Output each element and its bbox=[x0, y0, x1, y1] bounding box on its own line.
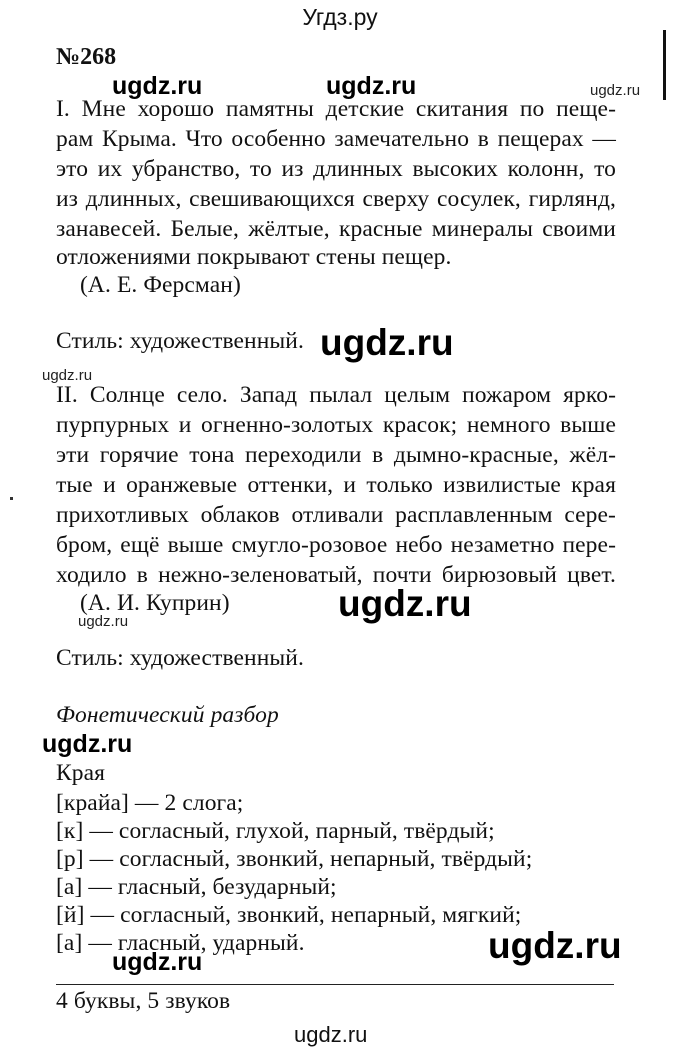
watermark: ugdz.ru bbox=[320, 322, 454, 363]
text1-line: занавесей. Белые, жёлтые, красные минералы своими bbox=[56, 216, 616, 242]
text2-line: тые и оранжевые оттенки, и только извилистые края bbox=[56, 472, 616, 498]
text2-style: Стиль: художественный. bbox=[56, 645, 304, 671]
text2-author: (А. И. Куприн) bbox=[80, 590, 230, 616]
watermark: ugdz.ru bbox=[488, 925, 622, 966]
margin-bar bbox=[663, 30, 666, 100]
text1-line: это их убранство, то из длинных высоких колонн, то bbox=[56, 156, 616, 182]
phonetic-line: [р] — согласный, звонкий, непарный, твёрдый; bbox=[56, 846, 533, 872]
phonetic-title: Фонетический разбор bbox=[56, 702, 279, 728]
text2-line: II. Солнце село. Запад пылал целым пожаром ярко- bbox=[56, 382, 616, 408]
phonetic-line: [к] — согласный, глухой, парный, твёрдый; bbox=[56, 818, 495, 844]
watermark: ugdz.ru bbox=[78, 613, 129, 630]
text1-style: Стиль: художественный. bbox=[56, 328, 304, 354]
text2-line: пурпурных и огненно-золотых красок; немного выше bbox=[56, 412, 616, 438]
margin-dot bbox=[10, 497, 13, 500]
watermark: ugdz.ru bbox=[112, 948, 203, 976]
divider-rule bbox=[56, 984, 614, 985]
text1-author: (А. Е. Ферсман) bbox=[80, 272, 241, 298]
watermark: ugdz.ru bbox=[338, 583, 472, 624]
site-header: Угдз.ру bbox=[302, 4, 378, 30]
text2-line: бром, ещё выше смугло-розовое небо незаметно пере- bbox=[56, 532, 616, 558]
text2-line: ходило в нежно-зеленоватый, почти бирюзовый цвет. bbox=[56, 562, 616, 588]
text2-line: прихотливых облаков отливали расплавленным сере- bbox=[56, 502, 616, 528]
phonetic-line: [а] — гласный, ударный. bbox=[56, 930, 305, 956]
text1-line: из длинных, свешивающихся сверху сосулек, гирлянд, bbox=[56, 186, 616, 212]
phonetic-line: [а] — гласный, безударный; bbox=[56, 874, 337, 900]
watermark: ugdz.ru bbox=[42, 367, 93, 384]
phonetic-summary: 4 буквы, 5 звуков bbox=[56, 988, 231, 1014]
phonetic-line: [й] — согласный, звонкий, непарный, мягкий; bbox=[56, 902, 522, 928]
watermark: ugdz.ru bbox=[112, 72, 203, 100]
watermark: ugdz.ru bbox=[42, 730, 133, 758]
phonetic-line: [крайа] — 2 слога; bbox=[56, 790, 244, 816]
watermark: ugdz.ru bbox=[326, 72, 417, 100]
phonetic-word: Края bbox=[56, 760, 106, 786]
task-number: №268 bbox=[56, 44, 117, 70]
text1-line: отложениями покрывают стены пещер. bbox=[56, 244, 452, 270]
text2-line: эти горячие тона переходили в дымно-красные, жёл- bbox=[56, 442, 616, 468]
watermark: ugdz.ru bbox=[294, 1022, 368, 1047]
text1-line: I. Мне хорошо памятны детские скитания по пеще- bbox=[56, 96, 616, 122]
watermark: ugdz.ru bbox=[590, 82, 641, 99]
text1-line: рам Крыма. Что особенно замечательно в пещерах — bbox=[56, 126, 616, 152]
